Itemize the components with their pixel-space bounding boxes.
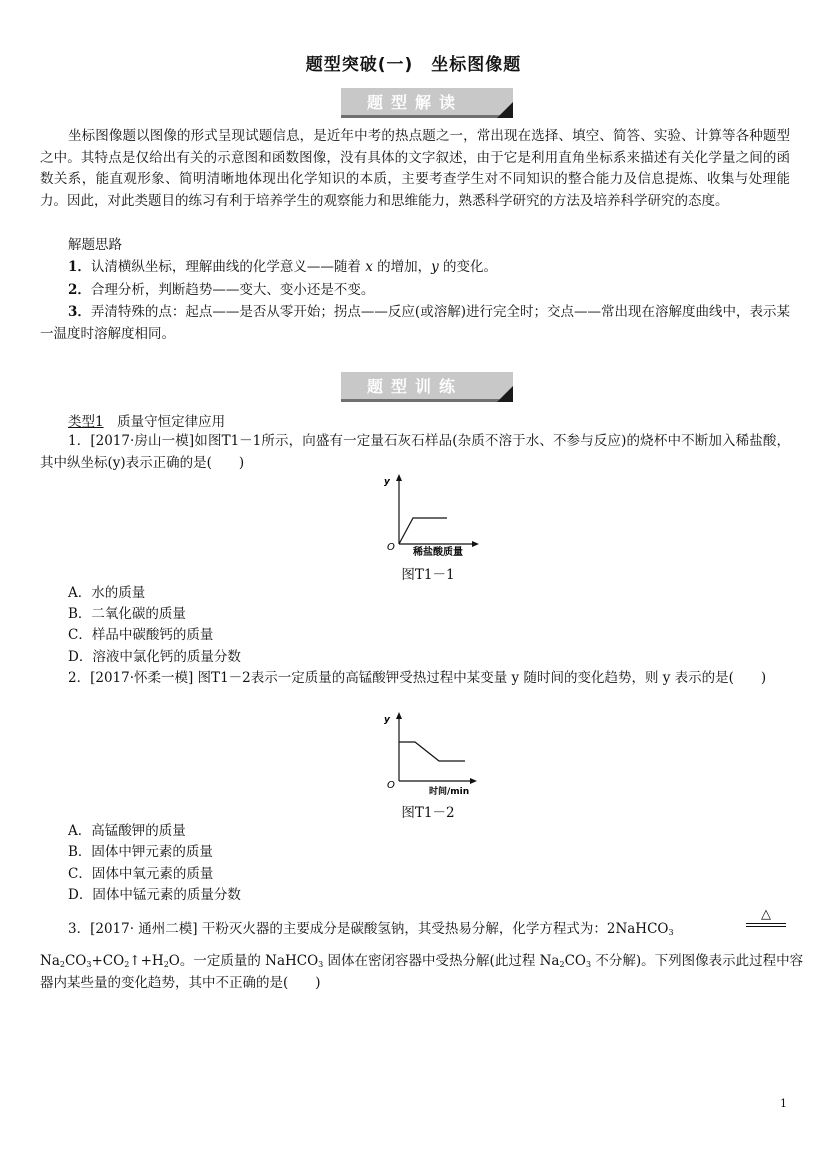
eq-text: CO (564, 953, 586, 969)
page-title: 题型突破(一) 坐标图像题 (305, 55, 522, 75)
curve (399, 518, 447, 544)
point-number: 3． (68, 304, 91, 320)
delta-symbol: △ (761, 907, 771, 922)
question-2-stem: 2．[2017·怀柔一模] 图T1－2表示一定质量的高锰酸钾受热过程中某变量 y 随时间的变化趋势，则 y 表示的是( ) (68, 670, 767, 686)
var-y: y (431, 259, 439, 275)
q1-option-b: B．二氧化碳的质量 (68, 606, 186, 622)
banner-label: 题型解读 (367, 93, 464, 112)
x-axis-arrow (472, 541, 479, 547)
q1-option-c: C．样品中碳酸钙的质量 (68, 627, 214, 643)
figure-caption-t1-1: 图T1－1 (401, 567, 455, 583)
banner-label: 题型训练 (367, 377, 464, 396)
eq-text: +CO (91, 953, 125, 969)
question-3-stem-line1 (68, 919, 738, 943)
curve (399, 742, 465, 761)
point-2 (68, 280, 818, 301)
figure-caption-t1-2: 图T1－2 (401, 805, 455, 821)
var-x: x (365, 259, 373, 275)
subscript: 2 (124, 960, 130, 969)
q2-option-c: C．固体中氧元素的质量 (68, 866, 214, 882)
type-label: 类型1 (68, 414, 104, 430)
origin-label: O (387, 780, 395, 791)
eq-text: CO (64, 953, 87, 969)
y-axis-arrow (396, 474, 402, 481)
subscript: 2 (59, 960, 65, 969)
banner-corner-decoration (497, 102, 513, 118)
eq-text: 固体在密闭容器中受热分解(此过程 Na (323, 953, 560, 969)
banner-corner-decoration (497, 386, 513, 402)
q2-option-a: A．高锰酸钾的质量 (68, 823, 186, 839)
thinking-title: 解题思路 (68, 237, 122, 253)
page-number: 1 (780, 1097, 787, 1110)
intro-paragraph: 坐标图像题以图像的形式呈现试题信息，是近年中考的热点题之一，常出现在选择、填空、简答、实验、计算等各种题型之中。其特点是仅给出有关的示意图和函数图像，没有具体的文字叙述，由于它是利用直角坐标系来描述有关化学量之间的函数关系，能直观形象、简明清晰地体现出化学知识的本质，主要考查学生对不同知识的整合能力及信息提炼、收集与处理能力。因此，对此类题目的练习有利于培养学生的观察能力和思维能力，熟悉科学研究的方法及培养科学研究的态度。 (40, 128, 790, 209)
point-text: 的变化。 (438, 259, 498, 275)
point-number: 2． (68, 282, 91, 298)
q3-text: 3．[2017· 通州二模] 干粉灭火器的主要成分是碳酸氢钠，其受热易分解，化学方程式为：2NaHCO (68, 921, 669, 937)
origin-label: O (387, 542, 395, 553)
point-number: 1． (68, 259, 91, 275)
subscript: 3 (668, 928, 674, 937)
subscript: 3 (585, 960, 592, 969)
question-3-stem-line2 (40, 951, 804, 975)
x-axis-label: 稀盐酸质量 (413, 547, 463, 558)
eq-text: 不分解)。下列图像表示此过程中容 (591, 953, 804, 969)
subscript: 3 (86, 960, 92, 969)
question-1-stem: 1．[2017·房山一模]如图T1－1所示，向盛有一定量石灰石样品(杂质不溶于水、不参与反应)的烧杯中不断加入稀盐酸，其中纵坐标(y)表示正确的是( ) (40, 433, 790, 471)
subscript: 3 (318, 960, 324, 969)
point-text: 弄清特殊的点：起点——是否从零开始；拐点——反应(或溶解)进行完全时；交点——常出现在溶解度曲线中，表示某一温度时溶解度相同。 (40, 304, 790, 342)
figure-t1-1 (375, 472, 495, 562)
section-banner-interpretation (341, 88, 513, 118)
eq-text: ↑+H (129, 953, 164, 969)
y-axis-arrow (396, 712, 402, 719)
y-axis-label: y (384, 477, 390, 487)
subscript: 2 (163, 960, 169, 969)
y-axis-label: y (384, 715, 390, 725)
eq-text: Na (40, 953, 60, 969)
x-axis-label: 时间/min (429, 787, 470, 797)
section-banner-training (341, 372, 513, 402)
question-3-stem-line3: 器内某些量的变化趋势，其中不正确的是( ) (40, 975, 321, 991)
q1-option-a: A．水的质量 (68, 585, 146, 601)
type-heading (68, 412, 818, 433)
subscript: 2 (559, 960, 565, 969)
q1-option-d: D．溶液中氯化钙的质量分数 (68, 649, 241, 665)
type-title: 质量守恒定律应用 (117, 414, 226, 430)
equals-double-line (746, 923, 786, 927)
point-1 (68, 257, 818, 278)
q2-option-b: B．固体中钾元素的质量 (68, 844, 213, 860)
figure-t1-2 (375, 709, 495, 801)
point-text: 的增加， (372, 259, 432, 275)
point-text: 合理分析，判断趋势——变大、变小还是不变。 (90, 282, 375, 298)
point-3 (40, 302, 790, 345)
eq-text: O。一定质量的 NaHCO (168, 953, 319, 969)
x-axis-arrow (470, 778, 477, 784)
point-text: 认清横纵坐标，理解曲线的化学意义——随着 (90, 259, 366, 275)
q2-option-d: D．固体中锰元素的质量分数 (68, 887, 241, 903)
heating-condition (746, 908, 786, 927)
